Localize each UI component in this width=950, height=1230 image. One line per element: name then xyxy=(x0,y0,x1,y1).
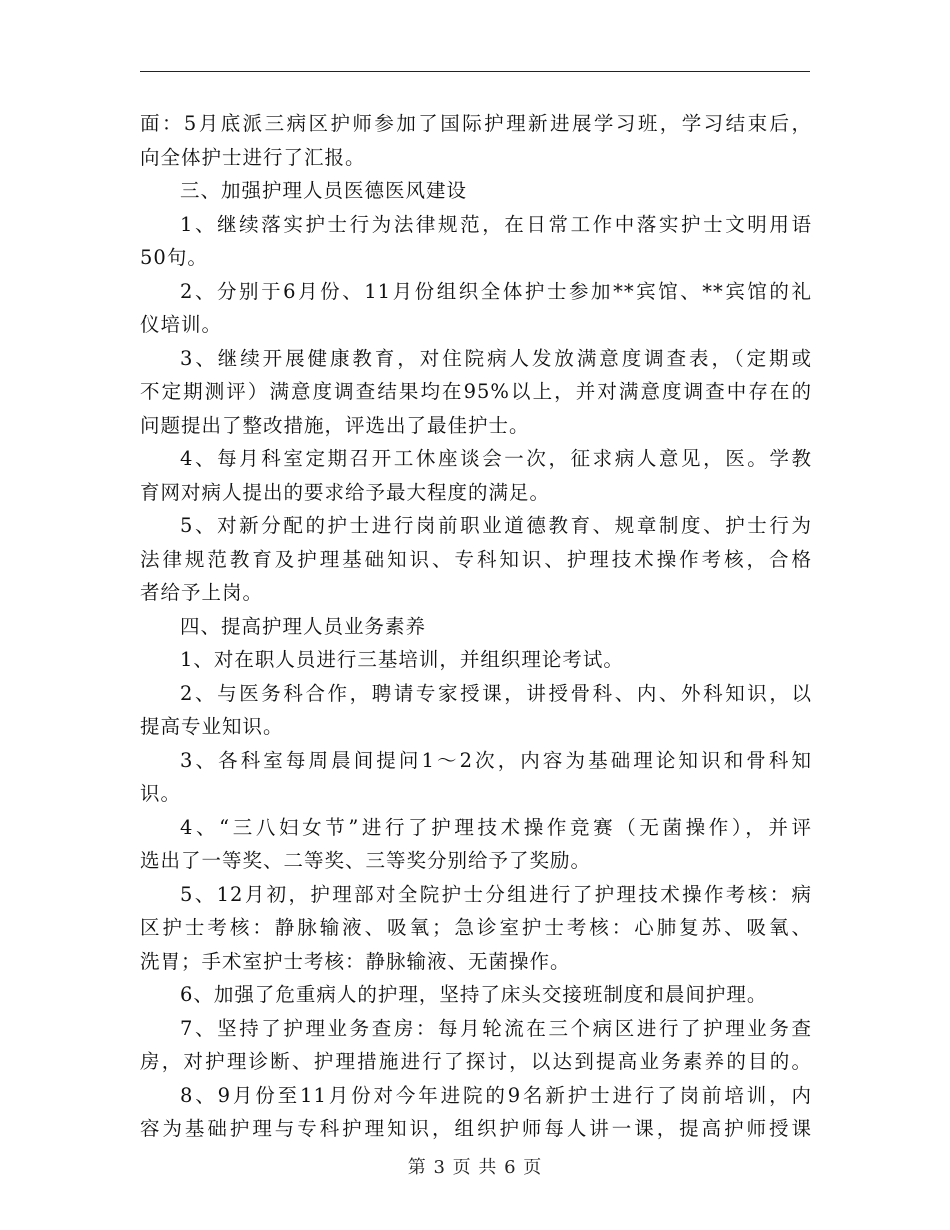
body-text-line: 三、加强护理人员医德医风建设 xyxy=(180,179,468,202)
document-body xyxy=(140,107,812,1146)
body-text-line: 3、继续开展健康教育，对住院病人发放满意度调查表，（定期或 xyxy=(180,346,812,370)
body-text-line: 者给予上岗。 xyxy=(140,581,264,604)
body-text-line: 问题提出了整改措施，评选出了最佳护士。 xyxy=(140,413,530,437)
body-text-line: 1、对在职人员进行三基培训，并组织理论考试。 xyxy=(180,648,624,671)
body-text-line: 8、9月份至11月份对今年进院的9名新护士进行了岗前培训，内 xyxy=(180,1083,812,1107)
body-text-line: 区护士考核：静脉输液、吸氧；急诊室护士考核：心肺复苏、吸氧、 xyxy=(140,916,812,939)
body-text-line: 7、坚持了护理业务查房：每月轮流在三个病区进行了护理业务查 xyxy=(180,1016,812,1040)
body-text-line: 5、12月初，护理部对全院护士分组进行了护理技术操作考核：病 xyxy=(180,882,812,906)
body-text-line: 50句。 xyxy=(140,246,208,269)
body-text-line: 识。 xyxy=(140,782,182,805)
body-text-line: 选出了一等奖、二等奖、三等奖分别给予了奖励。 xyxy=(140,849,592,872)
page-number-footer: 第 3 页 共 6 页 xyxy=(407,1157,543,1178)
body-text-line: 育网对病人提出的要求给予最大程度的满足。 xyxy=(140,480,551,504)
body-text-line: 4、“三八妇女节”进行了护理技术操作竞赛（无菌操作），并评 xyxy=(180,815,812,839)
body-text-line: 面：5月底派三病区护师参加了国际护理新进展学习班，学习结束后， xyxy=(140,112,812,135)
body-text-line: 2、与医务科合作，聘请专家授课，讲授骨科、内、外科知识，以 xyxy=(180,681,812,705)
body-text-line: 2、分别于6月份、11月份组织全体护士参加**宾馆、**宾馆的礼 xyxy=(180,279,812,303)
body-text-line: 5、对新分配的护士进行岗前职业道德教育、规章制度、护士行为 xyxy=(180,514,812,537)
body-text-line: 1、继续落实护士行为法律规范，在日常工作中落实护士文明用语 xyxy=(180,212,812,236)
body-text-line: 容为基础护理与专科护理知识，组织护师每人讲一课，提高护师授课 xyxy=(140,1117,812,1140)
body-text-line: 不定期测评）满意度调查结果均在95%以上，并对满意度调查中存在的 xyxy=(140,380,812,403)
body-text-line: 洗胃；手术室护士考核：静脉输液、无菌操作。 xyxy=(140,949,571,973)
body-text-line: 法律规范教育及护理基础知识、专科知识、护理技术操作考核，合格 xyxy=(140,547,812,571)
body-text-line: 提高专业知识。 xyxy=(140,715,284,738)
body-text-line: 4、每月科室定期召开工休座谈会一次，征求病人意见，医。学教 xyxy=(180,447,812,470)
body-text-line: 向全体护士进行了汇报。 xyxy=(140,145,366,169)
header-rule xyxy=(140,71,810,72)
body-text-line: 四、提高护理人员业务素养 xyxy=(180,614,427,638)
body-text-line: 房，对护理诊断、护理措施进行了探讨，以达到提高业务素养的目的。 xyxy=(140,1050,812,1073)
body-text-line: 6、加强了危重病人的护理，坚持了床头交接班制度和晨间护理。 xyxy=(180,983,768,1006)
body-text-line: 仪培训。 xyxy=(140,313,223,336)
body-text-line: 3、各科室每周晨间提问1～2次，内容为基础理论知识和骨科知 xyxy=(180,748,812,772)
